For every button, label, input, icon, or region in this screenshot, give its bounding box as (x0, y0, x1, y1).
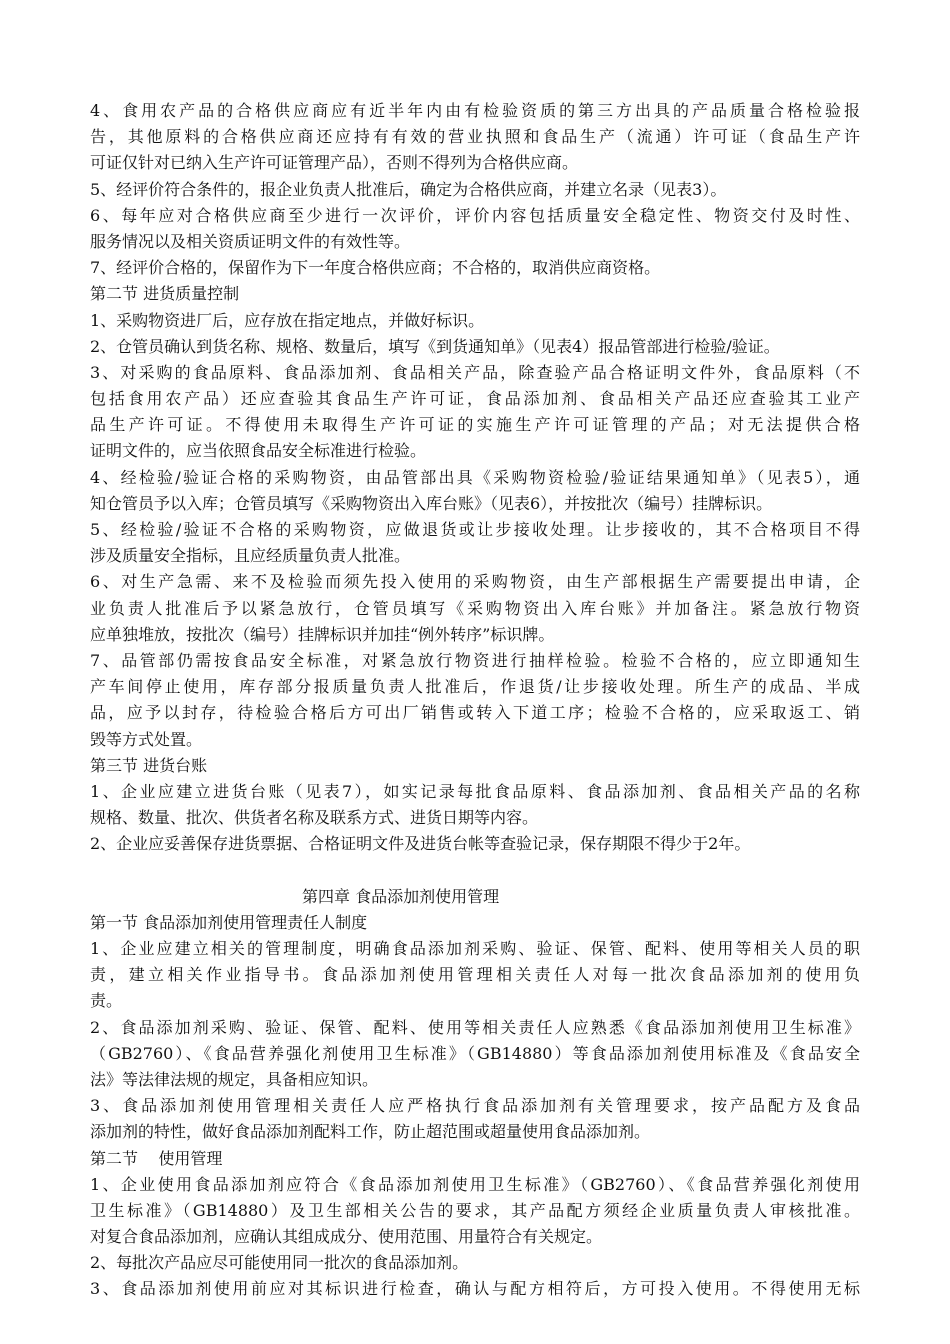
text-line: 1、企业应建立相关的管理制度，明确食品添加剂采购、验证、保管、配料、使用等相关人员的职 (90, 939, 860, 958)
text-line: 业负责人批准后予以紧急放行，仓管员填写《采购物资出入库台账》并加备注。紧急放行物资 (90, 598, 860, 618)
text-line: 应单独堆放，按批次（编号）挂牌标识并加挂“例外转序”标识牌。 (90, 624, 555, 644)
section-heading: 第二节 使用管理 (90, 1148, 223, 1168)
text-line: 规格、数量、批次、供货者名称及联系方式、进货日期等内容。 (90, 808, 539, 828)
text-line: 对复合食品添加剂，应确认其组成成分、使用范围、用量符合有关规定。 (90, 1227, 603, 1247)
text-line: 包括食用农产品）还应查验其食品生产许可证，食品添加剂、食品相关产品还应查验其工业产 (90, 389, 860, 409)
text-line: 6、对生产急需、来不及检验而须先投入使用的采购物资，由生产部根据生产需要提出申请，企 (90, 572, 860, 592)
text-line: 产车间停止使用，库存部分报质量负责人批准后，作退货/让步接收处理。所生产的成品、半成 (90, 677, 860, 697)
text-line: 卫生标准》（GB14880）及卫生部相关公告的要求，其产品配方须经企业质量负责人审核批准。 (90, 1200, 860, 1220)
text-line: 2、每批次产品应尽可能使用同一批次的食品添加剂。 (90, 1253, 469, 1273)
text-line: 3、食品添加剂使用管理相关责任人应严格执行食品添加剂有关管理要求，按产品配方及食品 (90, 1096, 860, 1116)
text-line: 品生产许可证。不得使用未取得生产许可证的实施生产许可证管理的产品；对无法提供合格 (90, 415, 860, 435)
text-line: 服务情况以及相关资质证明文件的有效性等。 (90, 231, 411, 251)
text-line: 证明文件的，应当依照食品安全标准进行检验。 (90, 441, 427, 461)
text-line: 7、经评价合格的，保留作为下一年度合格供应商；不合格的，取消供应商资格。 (90, 258, 661, 278)
text-line: 3、对采购的食品原料、食品添加剂、食品相关产品，除查验产品合格证明文件外，食品原料（不 (90, 362, 860, 382)
section-heading: 第二节 进货质量控制 (90, 284, 240, 304)
text-line: 4、经检验/验证合格的采购物资，由品管部出具《采购物资检验/验证结果通知单》（见表5），通 (90, 467, 860, 487)
text-line: 涉及质量安全指标，且应经质量负责人批准。 (90, 546, 411, 566)
text-line: 4、食用农产品的合格供应商应有近半年内由有检验资质的第三方出具的产品质量合格检验报 (90, 101, 860, 120)
text-line: 责，建立相关作业指导书。食品添加剂使用管理相关责任人对每一批次食品添加剂的使用负 (90, 965, 860, 985)
text-line: 告，其他原料的合格供应商还应持有有效的营业执照和食品生产（流通）许可证（食品生产许 (90, 127, 860, 147)
text-line: 3、食品添加剂使用前应对其标识进行检查，确认与配方相符后，方可投入使用。不得使用无标 (90, 1279, 860, 1299)
text-line: 品，应予以封存，待检验合格后方可出厂销售或转入下道工序；检验不合格的，应采取返工、销 (90, 703, 860, 723)
text-line: 5、经检验/验证不合格的采购物资，应做退货或让步接收处理。让步接收的，其不合格项目不得 (90, 520, 860, 539)
blank-line (90, 857, 860, 883)
text-line: 法》等法律法规的规定，具备相应知识。 (90, 1069, 379, 1089)
text-line: （GB2760）、《食品营养强化剂使用卫生标准》（GB14880）等食品添加剂使用标准及《食品安全 (90, 1043, 860, 1063)
text-line: 2、仓管员确认到货名称、规格、数量后，填写《到货通知单》（见表4）报品管部进行检验/验证。 (90, 336, 780, 356)
text-line: 责。 (90, 991, 123, 1011)
text-line: 6、每年应对合格供应商至少进行一次评价，评价内容包括质量安全稳定性、物资交付及时性、 (90, 205, 860, 225)
text-line: 可证仅针对已纳入生产许可证管理产品），否则不得列为合格供应商。 (90, 153, 579, 173)
text-line: 毁等方式处置。 (90, 729, 203, 749)
text-line: 5、经评价符合条件的，报企业负责人批准后，确定为合格供应商，并建立名录（见表3）。 (90, 179, 727, 199)
text-line: 7、品管部仍需按食品安全标准，对紧急放行物资进行抽样检验。检验不合格的，应立即通知生 (90, 650, 860, 670)
section-heading: 第一节 食品添加剂使用管理责任人制度 (90, 912, 368, 932)
text-line: 1、企业使用食品添加剂应符合《食品添加剂使用卫生标准》（GB2760）、《食品营养强化剂使用 (90, 1174, 860, 1194)
text-line: 1、企业应建立进货台账（见表7），如实记录每批食品原料、食品添加剂、食品相关产品的名称 (90, 781, 860, 801)
text-line: 2、食品添加剂采购、验证、保管、配料、使用等相关责任人应熟悉《食品添加剂使用卫生标准》 (90, 1017, 860, 1037)
text-line: 2、企业应妥善保存进货票据、合格证明文件及进货台帐等查验记录，保存期限不得少于2年。 (90, 834, 751, 854)
text-line: 知仓管员予以入库；仓管员填写《采购物资出入库台账》（见表6），并按批次（编号）挂牌标识。 (90, 493, 773, 513)
text-line: 添加剂的特性，做好食品添加剂配料工作，防止超范围或超量使用食品添加剂。 (90, 1122, 651, 1142)
chapter-title: 第四章 食品添加剂使用管理 (302, 886, 500, 906)
text-line: 1、采购物资进厂后，应存放在指定地点，并做好标识。 (90, 310, 485, 330)
section-heading: 第三节 进货台账 (90, 755, 208, 775)
